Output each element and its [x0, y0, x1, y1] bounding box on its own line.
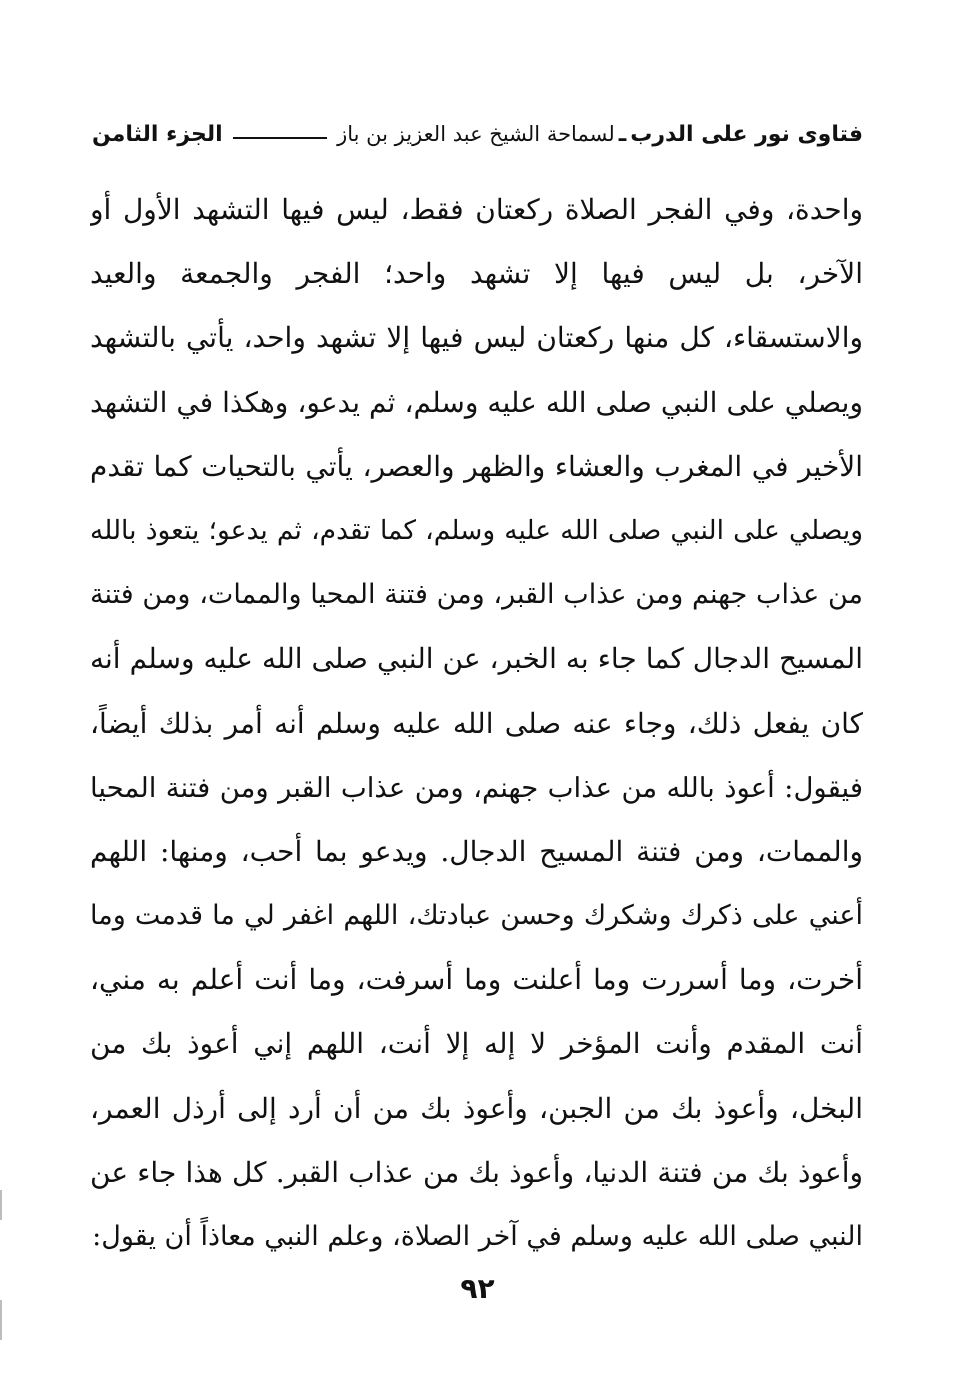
scan-edge-mark	[0, 1190, 2, 1220]
body-text	[90, 178, 863, 1269]
text-line: كان يفعل ذلك، وجاء عنه صلى الله عليه وسلم أنه أمر بذلك أيضاً،	[90, 706, 863, 740]
text-line: أنت المقدم وأنت المؤخر لا إله إلا أنت، اللهم إني أعوذ بك من	[90, 1027, 863, 1061]
text-line: أخرت، وما أسررت وما أعلنت وما أسرفت، وما أنت أعلم به مني،	[90, 963, 863, 997]
text-line: أعني على ذكرك وشكرك وحسن عبادتك، اللهم اغفر لي ما قدمت وما	[90, 900, 863, 932]
volume-label: الجزء الثامن	[92, 121, 223, 147]
running-header	[92, 112, 863, 156]
text-line: المسيح الدجال كما جاء به الخبر، عن النبي صلى الله عليه وسلم أنه	[90, 642, 863, 676]
author-name: لسماحة الشيخ عبد العزيز بن باز	[337, 122, 615, 146]
text-line: ويصلي على النبي صلى الله عليه وسلم، كما تقدم، ثم يدعو؛ يتعوذ بالله	[90, 514, 863, 546]
text-line: ويصلي على النبي صلى الله عليه وسلم، ثم يدعو، وهكذا في التشهد	[90, 385, 863, 419]
text-line: واحدة، وفي الفجر الصلاة ركعتان فقط، ليس فيها التشهد الأول أو	[90, 193, 863, 226]
text-line: وأعوذ بك من فتنة الدنيا، وأعوذ بك من عذاب القبر. كل هذا جاء عن	[90, 1155, 863, 1189]
text-line: الآخر، بل ليس فيها إلا تشهد واحد؛ الفجر والجمعة والعيد	[90, 257, 863, 291]
text-line: الأخير في المغرب والعشاء والظهر والعصر، يأتي بالتحيات كما تقدم	[90, 449, 863, 483]
page-number: ٩٢	[460, 1272, 495, 1305]
text-line: البخل، وأعوذ بك من الجبن، وأعوذ بك من أن أرد إلى أرذل العمر،	[90, 1091, 863, 1125]
scan-edge-mark	[0, 1300, 2, 1340]
text-line: النبي صلى الله عليه وسلم في آخر الصلاة، وعلم النبي معاذاً أن يقول:	[92, 1221, 863, 1252]
text-line: من عذاب جهنم ومن عذاب القبر، ومن فتنة المحيا والممات، ومن فتنة	[90, 579, 863, 611]
text-line: والممات، ومن فتنة المسيح الدجال. ويدعو بما أحب، ومنها: اللهم	[90, 834, 863, 868]
text-line: فيقول: أعوذ بالله من عذاب جهنم، ومن عذاب القبر ومن فتنة المحيا	[90, 771, 863, 804]
book-title: فتاوى نور على الدرب	[630, 121, 863, 147]
text-line: والاستسقاء، كل منها ركعتان ليس فيها إلا تشهد واحد، يأتي بالتشهد	[90, 321, 863, 355]
header-rule	[233, 137, 327, 139]
header-separator: ـ	[618, 121, 627, 147]
